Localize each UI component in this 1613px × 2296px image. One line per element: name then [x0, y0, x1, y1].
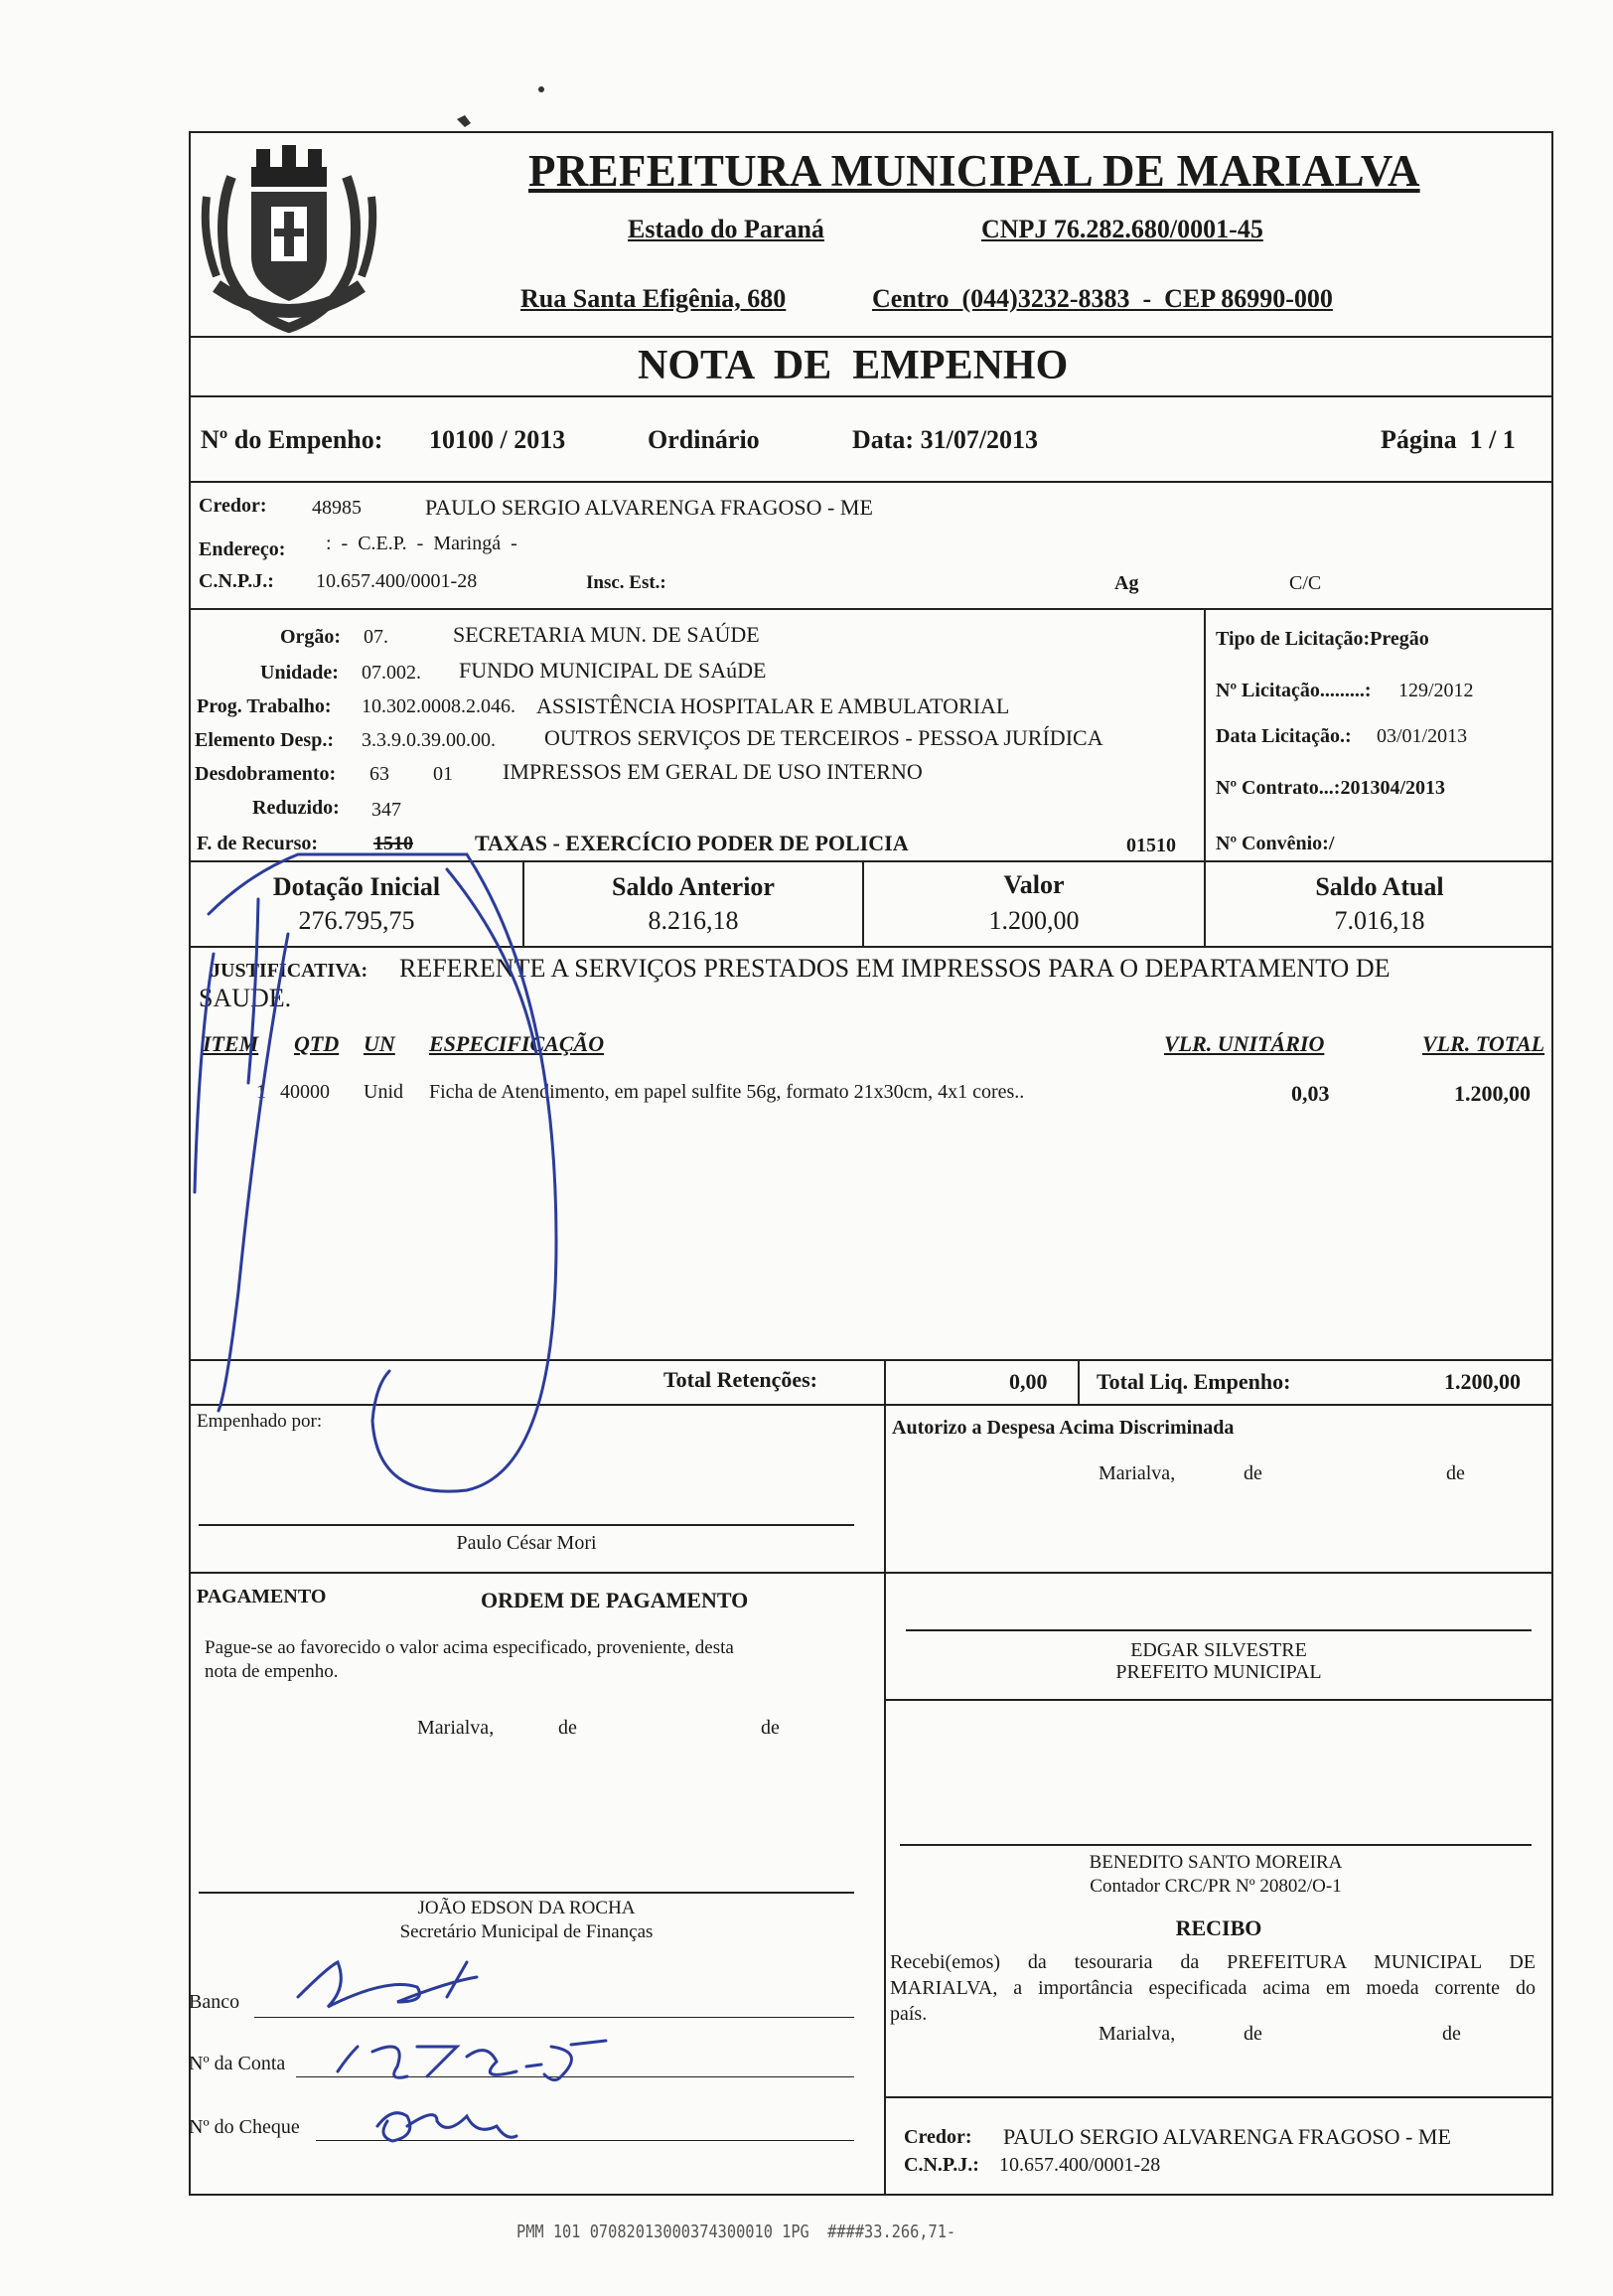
de-2: de [1446, 1462, 1465, 1484]
recurso-code: 1510 [373, 833, 413, 854]
empenho-date: Data: 31/07/2013 [852, 425, 1039, 454]
total-retencoes-value: 0,00 [1009, 1369, 1048, 1394]
row-vlr-unitario: 0,03 [1291, 1081, 1330, 1106]
total-liquido-value: 1.200,00 [1444, 1369, 1521, 1394]
marialva-2: Marialva, [417, 1717, 495, 1739]
credor-label: Credor: [199, 495, 267, 517]
col-item: ITEM [203, 1031, 259, 1056]
row-un: Unid [364, 1081, 403, 1103]
recibo-cnpj-value: 10.657.400/0001-28 [999, 2154, 1161, 2176]
tipo-licitacao: Tipo de Licitação:Pregão [1216, 628, 1429, 650]
prog-name: ASSISTÊNCIA HOSPITALAR E AMBULATORIAL [536, 693, 1010, 718]
edgar-name: EDGAR SILVESTRE [1130, 1639, 1307, 1661]
desdobramento-sub: 01 [433, 763, 453, 785]
orgao-label: Orgão: [280, 626, 342, 648]
cc-label: C/C [1289, 572, 1322, 594]
row-qtd: 40000 [280, 1081, 330, 1103]
desdobramento-name: IMPRESSOS EM GERAL DE USO INTERNO [503, 759, 923, 784]
recibo-credor-name: PAULO SERGIO ALVARENGA FRAGOSO - ME [1003, 2124, 1451, 2149]
joao-name: JOÃO EDSON DA ROCHA [417, 1898, 636, 1918]
total-liquido-label: Total Liq. Empenho: [1097, 1369, 1291, 1394]
cnpj-credor-label: C.N.P.J.: [199, 570, 274, 592]
de-1: de [1244, 1462, 1262, 1484]
address-label: Rua Santa Efigênia, 680 [520, 284, 787, 313]
recibo-text-3: país. [890, 2003, 928, 2025]
licitacao-date: 03/01/2013 [1377, 725, 1468, 747]
reduzido-label: Reduzido: [252, 797, 340, 819]
paulo-name: Paulo César Mori [456, 1532, 597, 1554]
state-label: Estado do Paraná [628, 215, 824, 243]
dotacao-value: 276.795,75 [298, 906, 415, 935]
benedito-name: BENEDITO SANTO MOREIRA [1089, 1852, 1343, 1873]
row-item: 1 [256, 1081, 266, 1103]
recibo-credor-label: Credor: [904, 2126, 972, 2148]
document-title: NOTA DE EMPENHO [638, 343, 1069, 388]
credor-code: 48985 [312, 497, 362, 519]
total-retencoes-label: Total Retenções: [663, 1367, 817, 1392]
col-qtd: QTD [294, 1031, 340, 1056]
orgao-code: 07. [364, 626, 388, 648]
convenio-label: Nº Convênio:/ [1216, 833, 1335, 854]
empenho-type: Ordinário [648, 425, 760, 454]
row-especificacao: Ficha de Atendimento, em papel sulfite 56g, formato 21x30cm, 4x1 cores.. [429, 1081, 1025, 1103]
licitacao-date-label: Data Licitação.: [1216, 725, 1352, 747]
de-3: de [558, 1717, 577, 1739]
elemento-label: Elemento Desp.: [195, 729, 334, 751]
dotacao-label: Dotação Inicial [272, 872, 441, 901]
licitacao-number-label: Nº Licitação.........: [1216, 680, 1372, 701]
marialva-3: Marialva, [1099, 2023, 1176, 2045]
unidade-code: 07.002. [362, 662, 421, 684]
crest-icon [197, 137, 381, 336]
empenho-number: 10100 / 2013 [429, 425, 566, 454]
recibo-text-2: MARIALVA, a importância especificada acima em moeda corrente do [890, 1977, 1536, 1999]
valor-label: Valor [1003, 870, 1065, 899]
elemento-code: 3.3.9.0.39.00.00. [362, 729, 496, 751]
orgao-name: SECRETARIA MUN. DE SAÚDE [453, 622, 760, 647]
desdobramento-label: Desdobramento: [195, 763, 337, 785]
cnpj-credor-value: 10.657.400/0001-28 [316, 570, 478, 592]
row-vlr-total: 1.200,00 [1454, 1081, 1531, 1106]
de-6: de [1442, 2023, 1461, 2045]
desdobramento-code: 63 [369, 763, 389, 785]
col-un: UN [364, 1031, 395, 1056]
empenhado-por-label: Empenhado por: [197, 1411, 323, 1432]
prog-label: Prog. Trabalho: [197, 695, 332, 717]
marialva-1: Marialva, [1099, 1462, 1176, 1484]
col-vlr-unitario: VLR. UNITÁRIO [1164, 1031, 1325, 1056]
justificativa-text-2: SAUDE. [199, 984, 292, 1012]
recibo-cnpj-label: C.N.P.J.: [904, 2154, 979, 2176]
autorizo-label: Autorizo a Despesa Acima Discriminada [892, 1417, 1235, 1439]
ordem-pagamento-label: ORDEM DE PAGAMENTO [481, 1588, 749, 1612]
endereco-label: Endereço: [199, 538, 286, 560]
cheque-label: Nº do Cheque [189, 2116, 300, 2138]
pagamento-label: PAGAMENTO [197, 1586, 327, 1607]
de-5: de [1244, 2023, 1262, 2045]
contrato-label: Nº Contrato...:201304/2013 [1216, 777, 1446, 799]
insc-label: Insc. Est.: [586, 572, 666, 593]
contador-label: Contador CRC/PR Nº 20802/O-1 [1090, 1876, 1342, 1897]
banco-label: Banco [189, 1991, 240, 2013]
licitacao-number: 129/2012 [1398, 680, 1474, 701]
col-vlr-total: VLR. TOTAL [1422, 1031, 1545, 1056]
saldo-atual-label: Saldo Atual [1315, 872, 1444, 901]
city-hall-title: PREFEITURA MUNICIPAL DE MARIALVA [528, 146, 1420, 196]
saldo-anterior-label: Saldo Anterior [612, 872, 775, 901]
prefeito-label: PREFEITO MUNICIPAL [1115, 1661, 1322, 1683]
recurso-label: F. de Recurso: [197, 833, 319, 854]
col-especificacao: ESPECIFICAÇÃO [429, 1031, 605, 1056]
page-number: Página 1 / 1 [1381, 425, 1516, 454]
recurso-number: 01510 [1126, 835, 1176, 856]
recibo-text: Recebi(emos) da tesouraria da PREFEITURA MUNICIPAL DE [890, 1951, 1536, 1973]
pague-text: Pague-se ao favorecido o valor acima especificado, proveniente, desta [205, 1637, 734, 1658]
recibo-label: RECIBO [1175, 1915, 1262, 1940]
ag-label: Ag [1114, 572, 1139, 594]
saldo-anterior-value: 8.216,18 [648, 906, 739, 935]
recurso-name: TAXAS - EXERCÍCIO PODER DE POLICIA [475, 831, 909, 855]
valor-value: 1.200,00 [988, 906, 1080, 935]
credor-name: PAULO SERGIO ALVARENGA FRAGOSO - ME [425, 495, 873, 520]
footer-code: PMM 101 07082013000374300010 1PG ####33.266,71- [516, 2221, 956, 2242]
reduzido-value: 347 [371, 799, 401, 821]
endereco-value: : - C.E.P. - Maringá - [326, 533, 517, 554]
pague-text-2: nota de empenho. [205, 1661, 339, 1682]
elemento-name: OUTROS SERVIÇOS DE TERCEIROS - PESSOA JURÍDICA [544, 725, 1103, 750]
empenho-number-label: Nº do Empenho: [201, 425, 383, 454]
unidade-name: FUNDO MUNICIPAL DE SAúDE [459, 658, 767, 683]
secretario-label: Secretário Municipal de Finanças [399, 1921, 654, 1942]
conta-label: Nº da Conta [189, 2053, 286, 2074]
justificativa-text: REFERENTE A SERVIÇOS PRESTADOS EM IMPRESSOS PARA O DEPARTAMENTO DE [399, 954, 1391, 983]
unidade-label: Unidade: [260, 662, 339, 684]
justificativa-label: JUSTIFICATIVA: [211, 960, 368, 982]
de-4: de [761, 1717, 780, 1739]
cnpj-label: CNPJ 76.282.680/0001-45 [981, 215, 1263, 243]
prog-code: 10.302.0008.2.046. [362, 695, 515, 717]
district-phone-cep: Centro (044)3232-8383 - CEP 86990-000 [872, 284, 1333, 313]
saldo-atual-value: 7.016,18 [1334, 906, 1425, 935]
